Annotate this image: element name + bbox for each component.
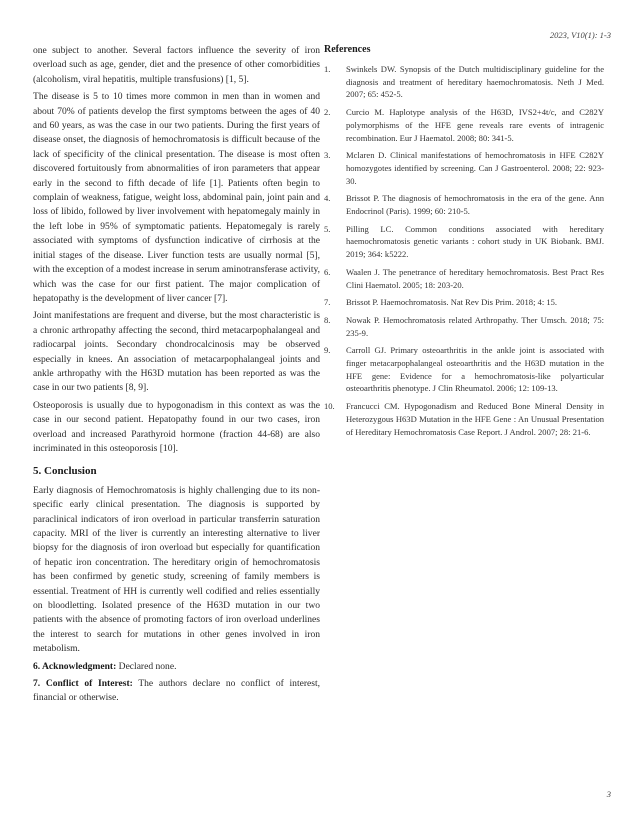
body-text-column <box>33 44 320 709</box>
reference-item <box>324 296 604 309</box>
reference-number: 10. <box>324 401 335 412</box>
reference-text: Pilling LC. Common conditions associated with hereditary haemochromatosis genetic variants : cohort study in UK Biobank. BMJ. 2019; 364: k5222. <box>346 223 604 260</box>
reference-number: 8. <box>324 314 331 325</box>
reference-text: Brissot P. The diagnosis of hemochromatosis in the era of the gene. Ann Endocrinol (Paris). 1999; 60: 210-5. <box>346 193 604 217</box>
reference-text: Waalen J. The penetrance of hereditary hemochromatosis. Best Pract Res Clini Haematol. 2005; 18: 203-20. <box>346 266 604 290</box>
reference-number: 4. <box>324 193 331 204</box>
reference-text: Swinkels DW. Synopsis of the Dutch multidisciplinary guideline for the diagnosis and treatment of hereditary haemochromatosis. Neth J Med. 2007; 65: 452-5. <box>346 64 604 100</box>
reference-number: 5. <box>324 223 331 234</box>
reference-item <box>324 314 604 339</box>
reference-item <box>324 192 604 217</box>
references-heading: References <box>324 44 371 55</box>
reference-number: 3. <box>324 150 331 161</box>
reference-number: 7. <box>324 297 331 308</box>
reference-text: Brissot P. Haemochromatosis. Nat Rev Dis Prim. 2018; 4: 15. <box>346 297 558 308</box>
acknowledgment <box>33 660 320 674</box>
reference-number: 1. <box>324 64 331 74</box>
reference-text: Carroll GJ. Primary osteoarthritis in the ankle joint is associated with finger metacarpophalangeal osteoarthritis and the H63D mutation in the HFE gene: Evidence for a hemochromatosis-like polyarticular osteoarthritis phenotype. J Clin Rheumatol. 2006; 12: 109-13. <box>346 345 604 394</box>
reference-number: 2. <box>324 107 331 118</box>
acknowledgment-heading: 6. Acknowledgment: <box>33 660 117 672</box>
paragraph: one subject to another. Several factors influence the severity of iron overload such as age, gender, diet and the presence of other comorbidities (alcoholism, viral hepatitis, multiple transfusions) [1, 5]. <box>33 45 320 85</box>
reference-item <box>324 106 604 144</box>
conflict-of-interest-heading: 7. Conflict of Interest: <box>33 678 133 690</box>
running-head: 2023, V10(1): 1-3 <box>549 30 611 40</box>
page-number: 3 <box>606 789 611 799</box>
reference-item <box>324 223 604 261</box>
reference-item <box>324 400 604 438</box>
reference-number: 9. <box>324 345 331 356</box>
conclusion-heading: 5. Conclusion <box>33 465 97 478</box>
reference-item <box>324 63 604 101</box>
reference-number: 6. <box>324 266 331 277</box>
conflict-of-interest-text: The authors declare no conflict of interest, financial or otherwise. <box>33 678 321 704</box>
acknowledgment-text: Declared none. <box>118 660 177 672</box>
references-section <box>324 44 604 443</box>
paragraph: Joint manifestations are frequent and diverse, but the most characteristic is a chronic arthropathy affecting the second, third metacarpophalangeal and radiocarpal joints. Secondary chondrocalcinosis may be observed especially in knees. An association of metacarpophalangeal joints and ankle arthropathy with the H63D mutation has been reported as was the case in our two patients [8, 9]. <box>33 310 320 394</box>
reference-item <box>324 266 604 291</box>
reference-item <box>324 344 604 395</box>
conflict-of-interest <box>33 677 320 706</box>
reference-text: Nowak P. Hemochromatosis related Arthropathy. Ther Umsch. 2018; 75: 235-9. <box>346 314 604 338</box>
reference-text: Mclaren D. Clinical manifestations of hemochromatosis in HFE C282Y homozygotes identified by screening. Can J Gastroenterol. 2008; 22: 923-30. <box>346 150 604 186</box>
references-list <box>324 63 604 438</box>
conclusion-paragraph: Early diagnosis of Hemochromatosis is highly challenging due to its non-specific early clinical presentation. The diagnosis is supported by paraclinical indicators of iron overload in particular transferrin saturation capacity. MRI of the liver is currently an interesting alternative to liver biopsy for the diagnosis of iron overload but especially for quantification of hepatic iron concentration. The hereditary origin of hemochromatosis has been confirmed by genetic study, screening of family members is essential. Treatment of HH is currently well codified and relies essentially on bloodletting. Isolated presence of the H63D mutation in our two patients with the absence of promoting factors of iron overload underlines the interest to search for mutations in other genes involved in iron metabolism. <box>33 484 320 655</box>
reference-item <box>324 149 604 187</box>
reference-text: Curcio M. Haplotype analysis of the H63D, IVS2+4t/c, and C282Y polymorphisms of the HFE gene reveals rare events of intragenic recombination. Eur J Haematol. 2008; 80: 341-5. <box>346 107 604 143</box>
reference-text: Francucci CM. Hypogonadism and Reduced Bone Mineral Density in Heterozygous H63D Mutation in the HFE Gene : An Unusual Presentation of Hereditary Hemochromatosis Case Report. J Androl. 2007; 28: 21-6. <box>346 401 604 437</box>
paragraph: The disease is 5 to 10 times more common in men than in women and about 70% of patients develop the first symptoms between the ages of 40 and 60 years, as was the case in our two patients. During the first years of disease onset, the diagnosis of hemochromatosis is difficult because of the lack of specificity of the clinical presentation. The disease is most often discovered fortuitously from abnormalities of iron parameters that appear early in the second to fifth decade of life [1]. Patients often begin to complain of weakness, fatigue, weight loss, abdominal pain, joint pain and loss of libido, followed by liver involvement with hepatomegaly mainly in the left lobe in 95% of symptomatic patients. Hepatomegaly is rarely associated with symptoms of dysfunction indicative of cirrhosis at the initial stages of the disease. Liver function tests are usually normal [5], with the exception of a modest increase in serum aminotransferase activity, which was the case for our first patient. The major complication of hepatopathy is the development of liver cancer [7]. <box>33 91 321 304</box>
paragraph: Osteoporosis is usually due to hypogonadism in this context as was the case in our second patient. Hepatopathy found in our two cases, iron overload and increased Parathyroid hormone (fraction 44-68) are also incriminated in this osteoporosis [10]. <box>33 399 320 454</box>
